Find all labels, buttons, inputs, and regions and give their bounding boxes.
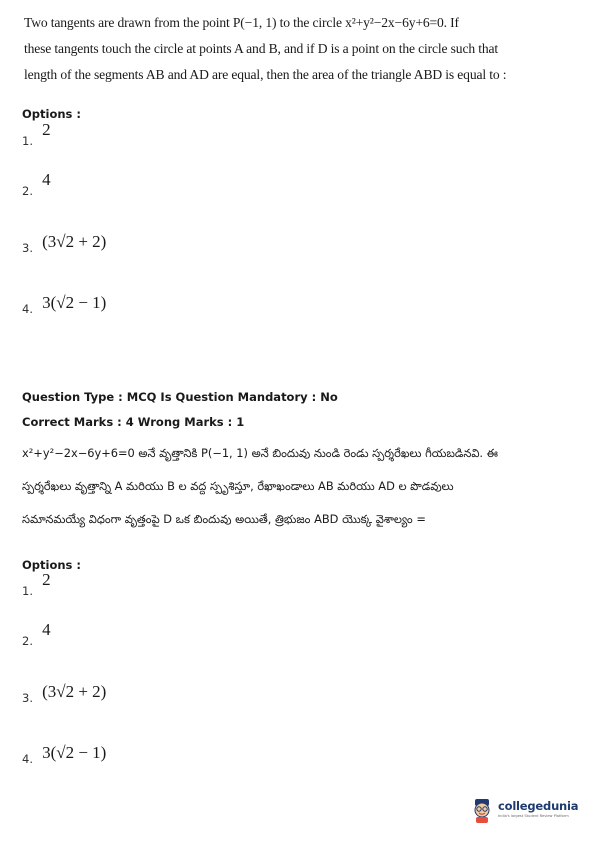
collegedunia-logo	[470, 793, 580, 829]
brand-tagline: India's largest Student Review Platform	[498, 814, 569, 818]
option-value: 4	[42, 170, 51, 189]
option-3-telugu	[22, 682, 107, 715]
question-line: these tangents touch the circle at points A and B, and if D is a point on the circle such that	[24, 41, 499, 56]
option-value: 2	[42, 570, 51, 589]
option-number: 4.	[22, 302, 33, 316]
option-number: 3.	[22, 691, 33, 705]
mascot-icon	[470, 797, 494, 823]
option-3-english	[22, 232, 107, 265]
option-value: (3√2 + 2)	[42, 232, 107, 251]
option-number: 2.	[22, 634, 33, 648]
question-line: x²+y²−2x−6y+6=0 అనే వృత్తానికి P(−1, 1) అనే బిందువు నుండి రెండు స్పర్శరేఖలు గీయబడినవి. ఈ	[22, 446, 498, 460]
option-value: 2	[42, 120, 51, 139]
question-line: length of the segments AB and AD are equal, then the area of the triangle ABD is equal to :	[24, 67, 507, 82]
question-type-line: Question Type : MCQ Is Question Mandatory : No	[22, 390, 338, 404]
option-number: 1.	[22, 134, 33, 148]
option-value: 3(√2 − 1)	[42, 743, 107, 762]
marks-line: Correct Marks : 4 Wrong Marks : 1	[22, 415, 245, 429]
option-value: 4	[42, 620, 51, 639]
option-value: 3(√2 − 1)	[42, 293, 107, 312]
option-2-telugu	[22, 620, 51, 658]
option-number: 3.	[22, 241, 33, 255]
question-text-english	[24, 10, 572, 88]
option-value: (3√2 + 2)	[42, 682, 107, 701]
options-label-telugu: Options :	[22, 558, 81, 572]
question-line: Two tangents are drawn from the point P(−1, 1) to the circle x²+y²−2x−6y+6=0. If	[24, 15, 459, 30]
option-2-english	[22, 170, 51, 208]
option-4-english	[22, 293, 107, 326]
options-label-english: Options :	[22, 107, 81, 121]
option-number: 2.	[22, 184, 33, 198]
option-1-telugu	[22, 570, 51, 608]
option-1-english	[22, 120, 51, 158]
option-number: 1.	[22, 584, 33, 598]
option-4-telugu	[22, 743, 107, 776]
option-number: 4.	[22, 752, 33, 766]
brand-name: collegedunia	[498, 799, 579, 813]
question-line: సమానమయ్యే విధంగా వృత్తంపై D ఒక బిందువు అయితే, త్రిభుజం ABD యొక్క వైశాల్యం =	[22, 512, 426, 526]
question-line: స్పర్శరేఖలు వృత్తాన్ని A మరియు B ల వద్ద స్పృశిస్తూ, రేఖాఖండాలు AB మరియు AD ల పొడవులు	[22, 479, 454, 493]
question-text-telugu	[22, 437, 574, 536]
